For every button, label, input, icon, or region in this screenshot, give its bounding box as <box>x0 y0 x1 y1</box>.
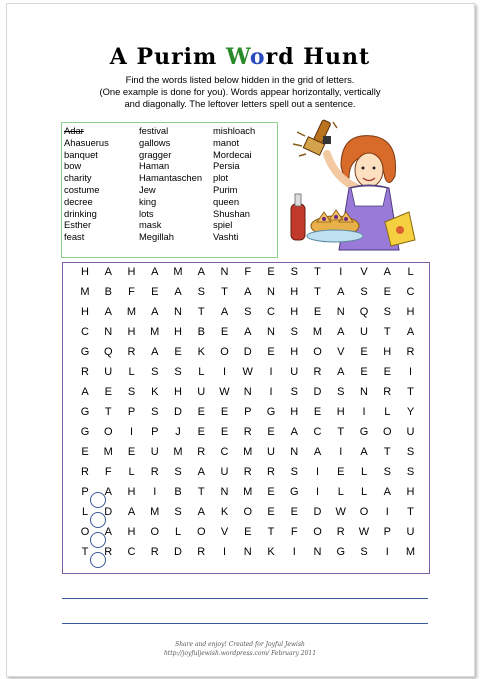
instructions <box>60 74 420 110</box>
word-list-item: costume <box>64 183 100 195</box>
grid-letter[interactable]: T <box>337 426 345 438</box>
grid-letter[interactable]: M <box>173 266 183 278</box>
word-list-item: gragger <box>139 148 172 160</box>
grid-letter[interactable]: T <box>81 546 89 558</box>
word-list-item: Mordecai <box>213 148 252 160</box>
grid-letter[interactable]: T <box>407 386 414 398</box>
grid-letter[interactable]: N <box>360 386 368 398</box>
grid-letter[interactable]: I <box>385 546 389 558</box>
grid-letter[interactable]: W <box>242 366 253 378</box>
grid-letter[interactable]: I <box>222 366 227 378</box>
grid-letter[interactable]: A <box>81 386 89 398</box>
grid-letter[interactable]: S <box>151 366 159 378</box>
word-list-item: gallows <box>139 136 171 148</box>
purim-cook-illustration-icon <box>283 118 431 258</box>
grid-letter[interactable]: E <box>267 346 275 358</box>
title-letter: m <box>193 44 218 70</box>
grid-letter[interactable]: L <box>174 526 182 538</box>
grid-letter[interactable]: A <box>337 366 345 378</box>
grid-letter[interactable]: M <box>126 306 137 318</box>
grid-letter[interactable]: S <box>337 386 345 398</box>
grid-letter[interactable]: A <box>151 266 159 278</box>
grid-letter[interactable]: E <box>360 366 368 378</box>
grid-letter[interactable]: E <box>127 446 136 458</box>
grid-letter[interactable]: P <box>127 406 136 418</box>
grid-letter[interactable]: C <box>81 326 89 338</box>
title-letter: d <box>278 44 295 70</box>
grid-letter[interactable]: T <box>314 266 321 278</box>
grid-letter[interactable]: P <box>81 486 89 498</box>
grid-letter[interactable]: L <box>360 486 368 498</box>
grid-letter[interactable]: S <box>244 306 252 318</box>
grid-letter[interactable]: B <box>174 486 182 498</box>
grid-letter[interactable]: I <box>385 506 389 518</box>
grid-letter[interactable]: A <box>383 486 391 498</box>
grid-letter[interactable]: U <box>406 426 415 438</box>
word-list-item: bow <box>64 160 82 172</box>
grid-letter[interactable]: G <box>289 486 299 498</box>
grid-letter[interactable]: R <box>243 466 252 478</box>
grid-letter[interactable]: A <box>197 466 205 478</box>
grid-letter[interactable]: S <box>383 306 391 318</box>
grid-letter[interactable]: M <box>80 286 90 298</box>
grid-letter[interactable]: I <box>315 486 320 498</box>
grid-letter[interactable]: B <box>104 286 112 298</box>
grid-letter[interactable]: G <box>80 426 90 438</box>
grid-letter[interactable]: T <box>383 446 391 458</box>
grid-letter[interactable]: O <box>103 426 113 438</box>
word-list-item: Ahasuerus <box>64 136 109 148</box>
grid-letter[interactable]: S <box>383 466 391 478</box>
answer-line[interactable] <box>62 598 428 599</box>
grid-letter[interactable]: K <box>197 346 205 358</box>
grid-letter[interactable]: D <box>313 386 322 398</box>
grid-letter[interactable]: I <box>339 266 343 278</box>
grid-letter[interactable]: V <box>220 526 229 538</box>
grid-letter[interactable]: O <box>80 526 90 538</box>
grid-letter[interactable]: D <box>174 406 182 418</box>
grid-letter[interactable]: M <box>150 506 160 518</box>
grid-letter[interactable]: O <box>382 426 392 438</box>
word-list-item: spiel <box>213 219 233 231</box>
grid-letter[interactable]: A <box>151 346 159 358</box>
grid-letter[interactable]: A <box>360 446 368 458</box>
grid-letter[interactable]: T <box>383 326 391 338</box>
grid-letter[interactable]: H <box>174 386 182 398</box>
grid-letter[interactable]: U <box>360 326 368 338</box>
grid-letter[interactable]: G <box>80 406 90 418</box>
grid-letter[interactable]: Y <box>406 406 415 418</box>
grid-letter[interactable]: A <box>337 326 345 338</box>
title-letter <box>128 44 137 70</box>
grid-letter[interactable]: N <box>267 286 275 298</box>
grid-letter[interactable]: R <box>127 346 136 358</box>
grid-letter[interactable]: F <box>290 526 298 538</box>
footer-url: http://joyfuljewish.wordpress.com/ February 2011 <box>163 650 317 657</box>
grid-letter[interactable]: R <box>150 546 159 558</box>
grid-letter[interactable]: F <box>244 266 252 278</box>
grid-letter[interactable]: F <box>128 286 135 298</box>
grid-letter[interactable]: I <box>269 386 273 398</box>
grid-letter[interactable]: A <box>244 286 252 298</box>
grid-letter[interactable]: E <box>220 426 229 438</box>
grid-letter[interactable]: S <box>290 466 298 478</box>
grid-letter[interactable]: S <box>290 326 298 338</box>
grid-letter[interactable]: H <box>406 486 415 498</box>
title-letter: u <box>154 44 172 70</box>
grid-letter[interactable]: D <box>243 346 252 358</box>
title-letter: H <box>303 44 326 70</box>
grid-letter[interactable]: A <box>104 266 112 278</box>
grid-letter[interactable]: U <box>197 386 206 398</box>
grid-letter[interactable]: S <box>174 466 182 478</box>
grid-letter[interactable]: I <box>292 546 296 558</box>
grid-letter[interactable]: H <box>406 306 415 318</box>
grid-letter[interactable]: P <box>383 526 391 538</box>
grid-letter[interactable]: G <box>359 426 369 438</box>
title-letter: A <box>109 44 128 70</box>
word-list-item: Megillah <box>139 231 174 243</box>
grid-letter[interactable]: K <box>220 506 229 518</box>
grid-letter[interactable]: L <box>198 366 205 378</box>
grid-letter[interactable]: S <box>406 446 415 458</box>
grid-letter[interactable]: G <box>336 546 346 558</box>
grid-letter[interactable]: H <box>81 266 89 278</box>
grid-letter[interactable]: S <box>360 546 368 558</box>
found-word-circle <box>90 532 106 548</box>
grid-letter[interactable]: L <box>128 466 135 478</box>
grid-letter[interactable]: Q <box>359 306 369 318</box>
grid-letter[interactable]: N <box>336 306 345 318</box>
grid-letter[interactable]: N <box>243 546 252 558</box>
grid-letter[interactable]: A <box>197 266 205 278</box>
grid-letter[interactable]: L <box>128 366 135 378</box>
grid-letter[interactable]: T <box>407 506 414 518</box>
grid-letter[interactable]: N <box>220 266 229 278</box>
grid-letter[interactable]: M <box>243 486 253 498</box>
grid-letter[interactable]: H <box>290 346 299 358</box>
grid-letter[interactable]: U <box>267 446 275 458</box>
grid-letter[interactable]: N <box>267 326 275 338</box>
grid-letter[interactable]: R <box>104 546 113 558</box>
title-letter: n <box>342 44 360 70</box>
word-list-item: mask <box>139 219 162 231</box>
grid-letter[interactable]: N <box>220 486 229 498</box>
grid-letter[interactable]: L <box>407 266 414 278</box>
grid-letter[interactable]: M <box>150 326 160 338</box>
word-list-item: Hamantaschen <box>139 172 203 184</box>
grid-letter[interactable]: E <box>244 526 252 538</box>
grid-letter[interactable]: N <box>313 546 322 558</box>
answer-line[interactable] <box>62 623 428 624</box>
grid-letter[interactable]: A <box>174 286 182 298</box>
grid-letter[interactable]: H <box>336 406 345 418</box>
grid-letter[interactable]: O <box>243 506 253 518</box>
word-list-item: plot <box>213 172 229 184</box>
word-list-item: queen <box>213 195 240 207</box>
grid-letter[interactable]: S <box>360 286 368 298</box>
word-list-item: charity <box>64 172 92 184</box>
grid-letter[interactable]: O <box>220 346 229 358</box>
grid-letter[interactable]: E <box>360 346 368 358</box>
grid-letter[interactable]: E <box>313 306 322 318</box>
found-word-circle <box>90 492 106 508</box>
grid-letter[interactable]: C <box>127 546 136 558</box>
grid-letter[interactable]: I <box>269 366 273 378</box>
grid-letter[interactable]: N <box>104 326 113 338</box>
grid-letter[interactable]: C <box>220 446 229 458</box>
grid-letter[interactable]: O <box>150 526 160 538</box>
grid-letter[interactable]: A <box>104 526 112 538</box>
grid-letter[interactable]: A <box>197 506 205 518</box>
word-list-item: Purim <box>213 183 238 195</box>
grid-letter[interactable]: T <box>314 286 321 298</box>
word-list-item: Jew <box>139 183 156 195</box>
instruction-line: and diagonally. The leftover letters spell out a sentence. <box>124 98 356 109</box>
footer-credit: Share and enjoy! Created for Joyful Jewish <box>175 641 305 648</box>
title-letter <box>295 44 304 70</box>
grid-letter[interactable]: S <box>290 386 298 398</box>
grid-letter[interactable]: S <box>197 286 205 298</box>
grid-letter[interactable]: J <box>175 426 181 438</box>
title-letter: P <box>136 44 155 70</box>
grid-letter[interactable]: I <box>408 366 413 378</box>
grid-letter[interactable]: R <box>383 386 392 398</box>
grid-letter[interactable]: R <box>313 366 322 378</box>
word-list-item: Persia <box>213 160 240 172</box>
word-list-item: drinking <box>64 207 97 219</box>
grid-letter[interactable]: H <box>174 326 182 338</box>
word-list-item: decree <box>64 195 93 207</box>
grid-letter[interactable]: T <box>197 486 205 498</box>
grid-letter[interactable]: A <box>290 426 298 438</box>
grid-letter[interactable]: E <box>220 406 229 418</box>
grid-letter[interactable]: E <box>104 386 112 398</box>
grid-letter[interactable]: R <box>267 466 275 478</box>
grid-letter[interactable]: L <box>81 506 89 518</box>
grid-letter[interactable]: E <box>197 406 205 418</box>
grid-letter[interactable]: H <box>127 326 136 338</box>
grid-letter[interactable]: T <box>104 406 112 418</box>
grid-letter[interactable]: M <box>243 446 253 458</box>
grid-letter[interactable]: U <box>104 366 113 378</box>
grid-letter[interactable]: L <box>384 406 391 418</box>
grid-letter[interactable]: N <box>174 306 182 318</box>
grid-letter[interactable]: D <box>104 506 113 518</box>
grid-letter[interactable]: B <box>197 326 205 338</box>
grid-letter[interactable]: W <box>335 506 346 518</box>
grid-letter[interactable]: O <box>313 526 322 538</box>
grid-letter[interactable]: E <box>383 366 391 378</box>
grid-letter[interactable]: E <box>174 346 182 358</box>
grid-letter[interactable]: N <box>243 386 252 398</box>
grid-letter[interactable]: E <box>337 466 345 478</box>
word-column <box>213 125 255 243</box>
grid-letter[interactable]: E <box>267 426 275 438</box>
grid-letter[interactable]: H <box>290 406 299 418</box>
title-letter: r <box>265 44 279 70</box>
instruction-line: (One example is done for you). Words appear horizontally, vertically <box>99 86 381 97</box>
grid-letter[interactable]: E <box>290 506 298 518</box>
grid-letter[interactable]: O <box>313 346 322 358</box>
word-list-item: king <box>139 195 157 207</box>
grid-letter[interactable]: S <box>127 386 136 398</box>
grid-letter[interactable]: R <box>197 446 206 458</box>
grid-letter[interactable]: A <box>313 446 322 458</box>
word-column <box>139 125 202 243</box>
grid-letter[interactable]: R <box>243 426 252 438</box>
grid-letter[interactable]: S <box>290 266 298 278</box>
grid-letter[interactable]: I <box>339 446 343 458</box>
grid-letter[interactable]: A <box>220 306 229 318</box>
grid-letter[interactable]: K <box>267 546 275 558</box>
grid-letter[interactable]: U <box>406 526 415 538</box>
page-title <box>0 44 480 70</box>
grid-letter[interactable]: A <box>337 286 345 298</box>
grid-letter[interactable]: A <box>151 306 159 318</box>
grid-letter[interactable]: V <box>337 346 345 358</box>
grid-letter[interactable]: S <box>151 406 159 418</box>
grid-letter[interactable]: E <box>220 326 229 338</box>
grid-letter[interactable]: M <box>312 326 323 338</box>
grid-letter[interactable]: M <box>405 546 416 558</box>
word-list-item: Haman <box>139 160 170 172</box>
grid-letter[interactable]: C <box>406 286 415 298</box>
grid-letter[interactable]: A <box>104 486 112 498</box>
grid-letter[interactable]: I <box>362 406 366 418</box>
grid-letter[interactable]: A <box>104 306 112 318</box>
grid-letter[interactable]: M <box>103 446 113 458</box>
grid-letter[interactable]: P <box>244 406 252 418</box>
grid-letter[interactable]: U <box>220 466 229 478</box>
grid-letter[interactable]: V <box>360 266 368 278</box>
grid-letter[interactable]: O <box>196 526 206 538</box>
grid-letter[interactable]: R <box>406 346 415 358</box>
grid-letter[interactable]: H <box>127 486 136 498</box>
grid-letter[interactable]: G <box>266 406 276 418</box>
word-list-item: Adar <box>64 125 84 136</box>
grid-letter[interactable]: K <box>151 386 159 398</box>
grid-letter[interactable]: T <box>197 306 205 318</box>
title-letter: t <box>359 44 371 70</box>
word-list-item: lots <box>139 207 154 219</box>
grid-letter[interactable]: I <box>129 426 134 438</box>
grid-letter[interactable]: I <box>315 466 320 478</box>
instruction-line: Find the words listed below hidden in the grid of letters. <box>125 74 355 85</box>
grid-letter[interactable]: R <box>336 526 345 538</box>
found-word-circle <box>90 552 106 568</box>
title-letter: o <box>249 44 266 70</box>
grid-letter[interactable]: P <box>151 426 159 438</box>
grid-letter[interactable]: H <box>290 306 299 318</box>
grid-letter[interactable]: W <box>358 526 370 538</box>
grid-letter[interactable]: S <box>406 466 415 478</box>
grid-letter[interactable]: E <box>313 406 322 418</box>
grid-letter[interactable]: M <box>173 446 183 458</box>
grid-letter[interactable]: T <box>221 286 228 298</box>
word-list-item: mishloach <box>213 125 256 136</box>
grid-letter[interactable]: C <box>313 426 322 438</box>
word-list-item: feast <box>64 231 85 243</box>
grid-letter[interactable]: A <box>406 326 415 338</box>
grid-letter[interactable]: T <box>267 526 275 538</box>
grid-letter[interactable]: A <box>127 506 136 518</box>
word-column <box>64 125 109 243</box>
grid-letter[interactable]: R <box>81 366 89 378</box>
grid-letter[interactable]: F <box>104 466 112 478</box>
grid-letter[interactable]: U <box>150 446 159 458</box>
title-letter: r <box>171 44 184 70</box>
grid-letter[interactable]: E <box>383 286 391 298</box>
grid-letter[interactable]: I <box>222 546 227 558</box>
grid-letter[interactable]: S <box>174 366 182 378</box>
grid-letter[interactable]: G <box>80 346 90 358</box>
title-letter: i <box>183 44 194 70</box>
word-list-item: banquet <box>64 148 98 160</box>
grid-letter[interactable]: E <box>151 286 159 298</box>
grid-letter[interactable]: D <box>174 546 182 558</box>
word-list-item: festival <box>139 125 169 136</box>
title-letter: u <box>325 44 343 70</box>
grid-letter[interactable]: E <box>197 426 205 438</box>
grid-letter[interactable]: D <box>313 506 322 518</box>
grid-letter[interactable]: O <box>359 506 369 518</box>
grid-letter[interactable]: L <box>360 466 368 478</box>
grid-letter[interactable]: R <box>197 546 206 558</box>
word-list-item: Vashti <box>213 231 239 243</box>
grid-letter[interactable]: I <box>153 486 157 498</box>
word-list-item: Esther <box>64 219 92 231</box>
grid-letter[interactable]: U <box>290 366 299 378</box>
grid-letter[interactable]: E <box>267 506 275 518</box>
title-letter <box>217 44 226 70</box>
found-word-circle <box>90 512 106 528</box>
grid-letter[interactable]: A <box>244 326 252 338</box>
word-list-item: manot <box>213 136 240 148</box>
grid-letter[interactable]: H <box>383 346 392 358</box>
grid-letter[interactable]: E <box>267 266 275 278</box>
grid-letter[interactable]: H <box>127 266 136 278</box>
grid-letter[interactable]: Q <box>103 346 113 358</box>
word-list-item: Shushan <box>213 207 251 219</box>
grid-letter[interactable]: R <box>81 466 89 478</box>
grid-letter[interactable]: C <box>267 306 275 318</box>
grid-letter[interactable]: W <box>219 386 230 398</box>
grid-letter[interactable]: H <box>81 306 89 318</box>
grid-letter[interactable]: A <box>383 266 391 278</box>
grid-letter[interactable]: L <box>337 486 344 498</box>
grid-letter[interactable]: H <box>290 286 299 298</box>
grid-letter[interactable]: E <box>267 486 275 498</box>
grid-letter[interactable]: E <box>81 446 89 458</box>
grid-letter[interactable]: S <box>174 506 182 518</box>
grid-letter[interactable]: R <box>150 466 159 478</box>
grid-letter[interactable]: N <box>290 446 299 458</box>
grid-letter[interactable]: H <box>127 526 136 538</box>
title-letter: W <box>225 44 250 70</box>
